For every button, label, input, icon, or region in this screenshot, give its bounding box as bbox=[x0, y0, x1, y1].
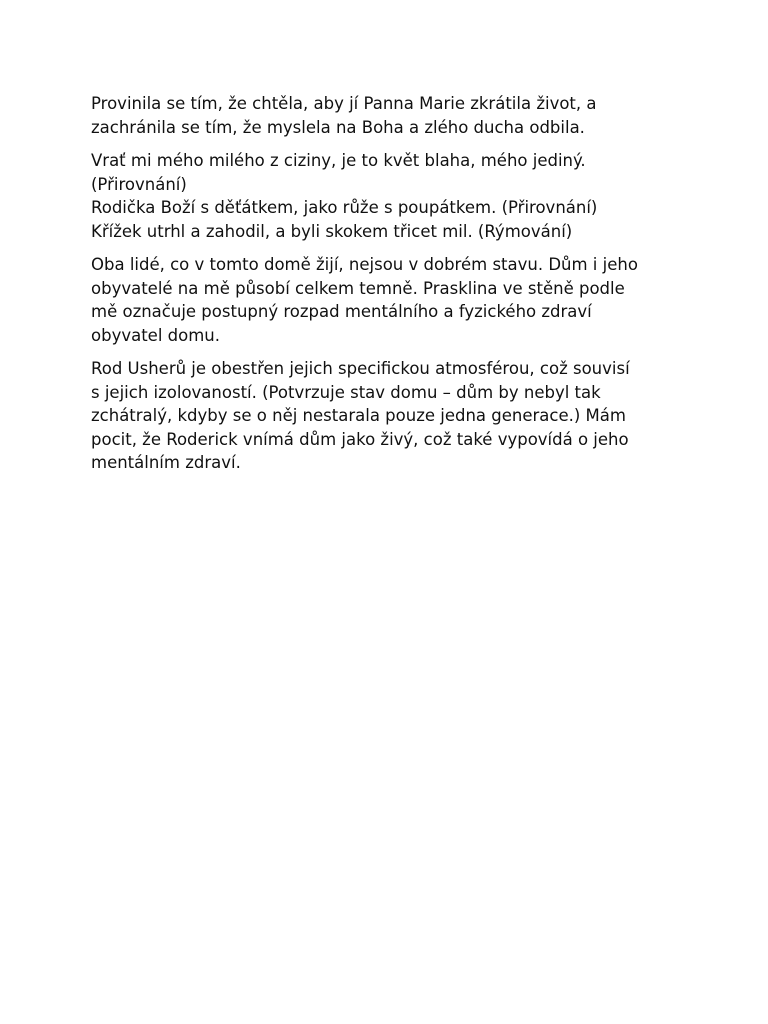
text-line: Provinila se tím, že chtěla, aby jí Panna Marie zkrátila život, a bbox=[91, 94, 597, 113]
text-line: Křížek utrhl a zahodil, a byli skokem třicet mil. (Rýmování) bbox=[91, 221, 573, 241]
paragraph-4 bbox=[91, 357, 691, 475]
text-line: s jejich izolovaností. (Potvrzuje stav domu – dům by nebyl tak bbox=[91, 382, 601, 402]
text-line: (Přirovnání) bbox=[91, 174, 187, 194]
text-line: pocit, že Roderick vnímá dům jako živý, což také vypovídá o jeho bbox=[91, 429, 629, 449]
text-line: zachránila se tím, že myslela na Boha a zlého ducha odbila. bbox=[91, 117, 585, 137]
text-line: mě označuje postupný rozpad mentálního a fyzického zdraví bbox=[91, 302, 592, 321]
text-line: obyvatel domu. bbox=[91, 325, 221, 345]
text-line: zchátralý, kdyby se o něj nestarala pouze jedna generace.) Mám bbox=[91, 406, 626, 425]
paragraph-1 bbox=[91, 92, 691, 139]
text-line: Oba lidé, co v tomto domě žijí, nejsou v dobrém stavu. Dům i jeho bbox=[91, 255, 638, 274]
document-body bbox=[91, 92, 691, 485]
text-line: mentálním zdraví. bbox=[91, 453, 241, 472]
text-line: Rod Usherů je obestřen jejich specifickou atmosférou, což souvisí bbox=[91, 359, 630, 378]
text-line: Vrať mi mého milého z ciziny, je to květ blaha, mého jediný. bbox=[91, 151, 586, 170]
text-line: Rodička Boží s děťátkem, jako růže s poupátkem. (Přirovnání) bbox=[91, 198, 598, 217]
paragraph-2 bbox=[91, 149, 691, 243]
paragraph-3 bbox=[91, 253, 691, 347]
text-line: obyvatelé na mě působí celkem temně. Prasklina ve stěně podle bbox=[91, 278, 625, 298]
